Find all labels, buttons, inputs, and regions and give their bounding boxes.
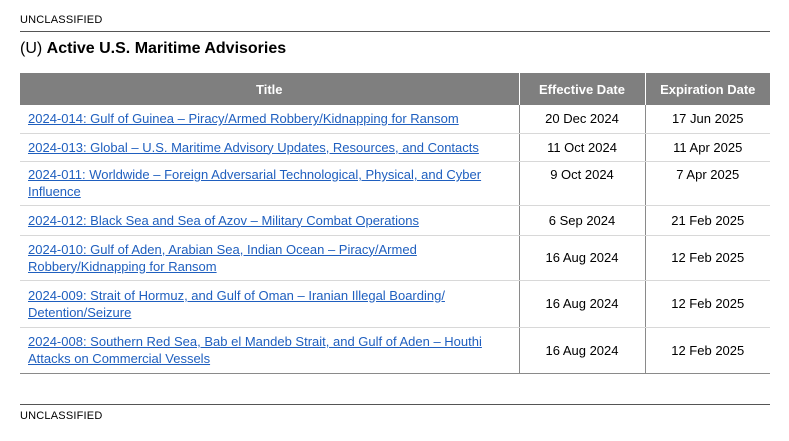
expiration-date: 21 Feb 2025: [645, 205, 770, 235]
classification-banner-top: UNCLASSIFIED: [20, 14, 103, 26]
effective-date: 9 Oct 2024: [519, 161, 645, 205]
effective-date: 16 Aug 2024: [519, 280, 645, 327]
column-header-title: Title: [20, 73, 519, 105]
advisory-link[interactable]: 2024-014: Gulf of Guinea – Piracy/Armed Robbery/Kidnapping for Ransom: [28, 111, 459, 127]
table-row: [20, 105, 770, 133]
column-header-effective-date: Effective Date: [519, 73, 645, 105]
page-title: [20, 40, 286, 58]
advisory-link[interactable]: 2024-011: Worldwide – Foreign Adversarial Technological, Physical, and Cyber Influence: [28, 167, 482, 199]
expiration-date: 7 Apr 2025: [645, 161, 770, 205]
expiration-date: 17 Jun 2025: [645, 105, 770, 133]
expiration-date: 12 Feb 2025: [645, 235, 770, 280]
expiration-date: 11 Apr 2025: [645, 133, 770, 161]
title-portion-marking: (U): [20, 40, 47, 57]
advisory-link[interactable]: 2024-012: Black Sea and Sea of Azov – Military Combat Operations: [28, 212, 419, 228]
advisory-link[interactable]: 2024-008: Southern Red Sea, Bab el Mandeb Strait, and Gulf of Aden – Houthi Attacks on Commercial Vessels: [28, 334, 482, 366]
advisory-link[interactable]: 2024-013: Global – U.S. Maritime Advisory Updates, Resources, and Contacts: [28, 139, 479, 155]
effective-date: 11 Oct 2024: [519, 133, 645, 161]
table-row: [20, 205, 770, 235]
advisories-table: [20, 73, 770, 374]
classification-banner-bottom: UNCLASSIFIED: [20, 410, 103, 422]
title-text: Active U.S. Maritime Advisories: [46, 40, 287, 57]
advisory-link[interactable]: 2024-009: Strait of Hormuz, and Gulf of Oman – Iranian Illegal Boarding/ Detention/Seizure: [28, 287, 445, 320]
expiration-date: 12 Feb 2025: [645, 327, 770, 373]
expiration-date: 12 Feb 2025: [645, 280, 770, 327]
table-row: [20, 327, 770, 373]
effective-date: 16 Aug 2024: [519, 235, 645, 280]
table-row: [20, 235, 770, 280]
table-row: [20, 280, 770, 327]
effective-date: 6 Sep 2024: [519, 205, 645, 235]
advisory-link[interactable]: 2024-010: Gulf of Aden, Arabian Sea, Indian Ocean – Piracy/Armed Robbery/Kidnapping for Ransom: [28, 241, 417, 274]
table-row: [20, 161, 770, 205]
effective-date: 20 Dec 2024: [519, 105, 645, 133]
column-header-expiration-date: Expiration Date: [645, 73, 770, 105]
bottom-divider: [20, 404, 770, 405]
table-row: [20, 133, 770, 161]
table-header-row: [20, 73, 770, 105]
top-divider: [20, 31, 770, 32]
effective-date: 16 Aug 2024: [519, 327, 645, 373]
